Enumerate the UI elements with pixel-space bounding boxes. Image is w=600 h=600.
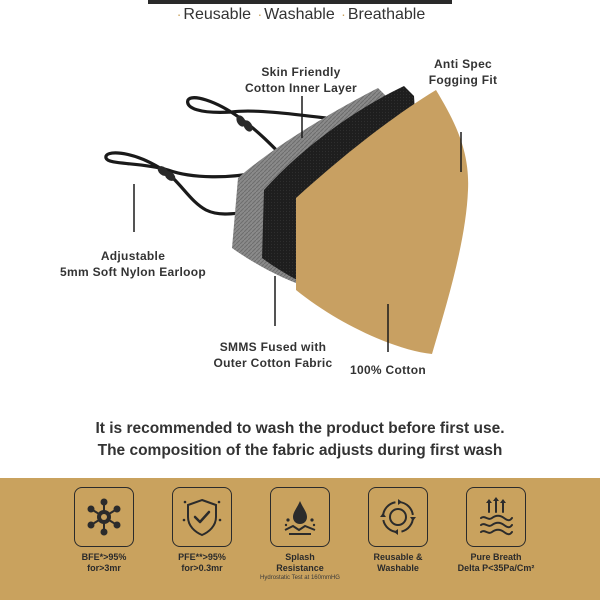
features-band bbox=[0, 478, 600, 600]
shield-check-icon bbox=[181, 496, 223, 538]
feature-reusable bbox=[350, 487, 446, 574]
feature-sub-label: Hydrostatic Test at 160mmHG bbox=[260, 575, 340, 581]
bullet-dot: · bbox=[341, 6, 346, 22]
feature-label: Splash Resistance Hydrostatic Test at 160mmHG bbox=[252, 552, 348, 582]
notice-line-1: It is recommended to wash the product before first use. bbox=[95, 420, 505, 437]
tagline-breathable: Breathable bbox=[347, 6, 426, 23]
feature-pfe bbox=[154, 487, 250, 574]
label-earloop: Adjustable 5mm Soft Nylon Earloop bbox=[60, 249, 206, 279]
bullet-dot: · bbox=[257, 6, 263, 22]
feature-icon-frame bbox=[74, 487, 134, 547]
notice-line-2: The composition of the fabric adjusts during first wash bbox=[97, 442, 503, 459]
feature-icon-frame bbox=[270, 487, 330, 547]
tagline-washable: Washable bbox=[264, 6, 335, 23]
label-cotton: 100% Cotton bbox=[350, 363, 426, 377]
splash-drop-icon bbox=[279, 496, 321, 538]
feature-splash bbox=[252, 487, 348, 582]
feature-breath bbox=[448, 487, 544, 574]
feature-label: Pure Breath Delta P<35Pa/Cm² bbox=[457, 552, 535, 573]
feature-label: BFE*>95% for>3mr bbox=[81, 552, 127, 573]
label-anti-spec: Anti Spec Fogging Fit bbox=[428, 57, 498, 87]
virus-filter-icon bbox=[83, 496, 125, 538]
feature-label: Reusable & Washable bbox=[373, 552, 423, 573]
breath-waves-icon bbox=[475, 496, 517, 538]
upper-toggle-beads bbox=[235, 114, 255, 133]
feature-icon-frame bbox=[368, 487, 428, 547]
feature-bfe bbox=[56, 487, 152, 574]
tagline bbox=[0, 6, 600, 24]
feature-label: PFE**>95% for>0.3mr bbox=[178, 552, 226, 573]
feature-icon-frame bbox=[172, 487, 232, 547]
tagline-reusable: Reusable bbox=[183, 6, 252, 23]
label-smms: SMMS Fused with Outer Cotton Fabric bbox=[213, 340, 333, 370]
feature-icon-frame bbox=[466, 487, 526, 547]
recycle-arrows-icon bbox=[377, 496, 419, 538]
wash-notice bbox=[0, 418, 600, 462]
label-skin-friendly: Skin Friendly Cotton Inner Layer bbox=[244, 65, 358, 95]
top-divider-bar bbox=[148, 0, 452, 4]
bullet-dot: · bbox=[176, 6, 182, 22]
